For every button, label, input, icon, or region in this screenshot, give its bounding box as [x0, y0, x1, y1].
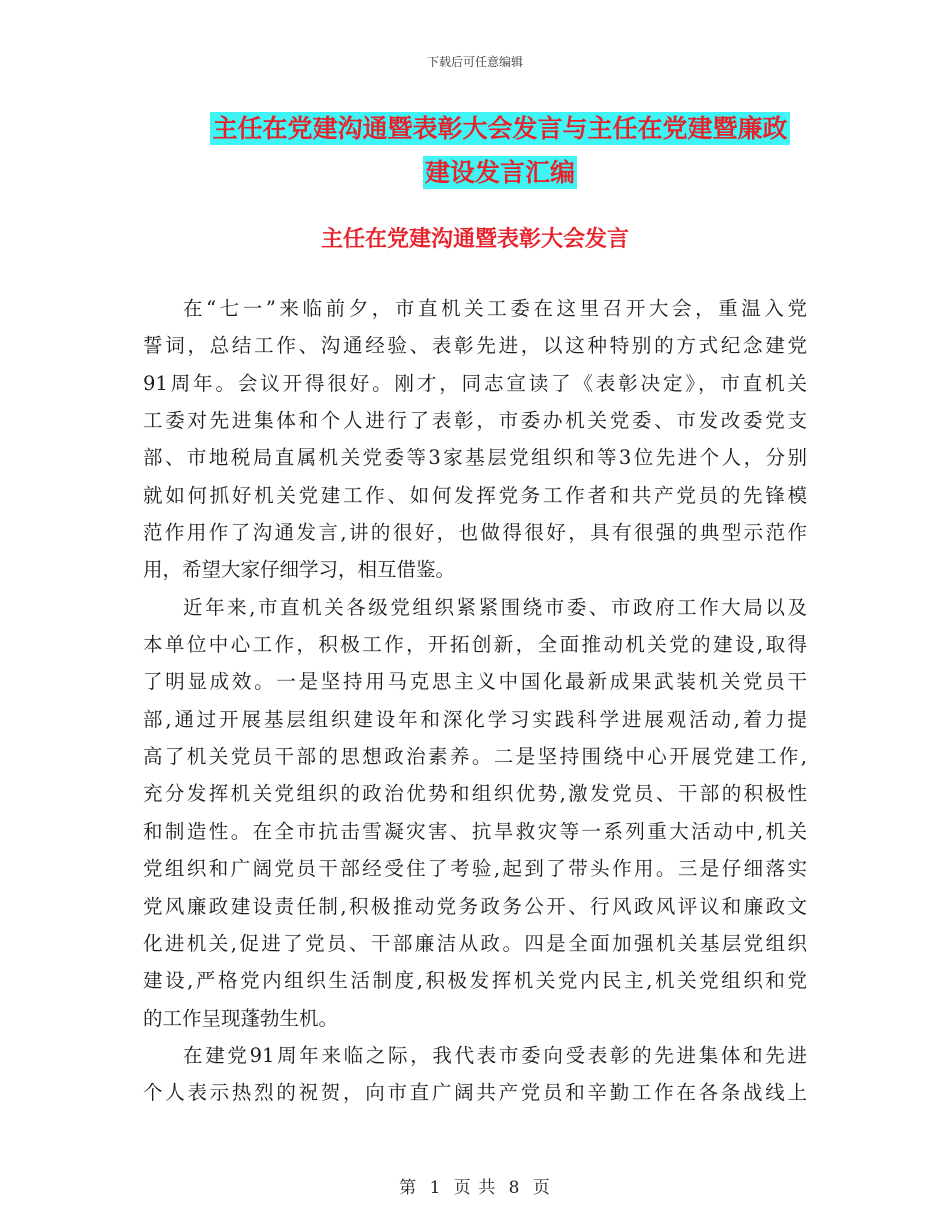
footer-prefix: 第	[399, 1178, 418, 1198]
text-line: 部、市地税局直属机关党委等3家基层党组织和等3位先进个人，分别	[143, 446, 807, 470]
text-line: 党组织和广阔党员干部经受住了考验,起到了带头作用。三是仔细落实	[143, 857, 807, 881]
header-note: 下载后可任意编辑	[426, 55, 523, 69]
text-line: 高了机关党员干部的思想政治素养。二是坚持围绕中心开展党建工作,	[143, 745, 807, 769]
text-line: 近年来,市直机关各级党组织紧紧围绕市委、市政府工作大局以及	[183, 595, 807, 619]
text-line: 党风廉政建设责任制,积极推动党务政务公开、行风政风评议和廉政文	[143, 894, 807, 918]
text-line: 工委对先进集体和个人进行了表彰，市委办机关党委、市发改委党支	[143, 409, 807, 433]
current-page-number: 1	[429, 1178, 442, 1198]
footer-suffix: 页	[532, 1178, 551, 1198]
text-line: 就如何抓好机关党建工作、如何发挥党务工作者和共产党员的先锋模	[143, 483, 807, 507]
text-line: 和制造性。在全市抗击雪凝灾害、抗旱救灾等一系列重大活动中,机关	[143, 819, 807, 843]
section-title: 主任在党建沟通暨表彰大会发言	[320, 226, 629, 252]
main-title-text-1: 主任在党建沟通暨表彰大会发言与主任在党建暨廉政	[212, 114, 788, 143]
text-line: 部,通过开展基层组织建设年和深化学习实践科学进展观活动,着力提	[143, 707, 807, 731]
text-line: 了明显成效。一是坚持用马克思主义中国化最新成果武装机关党员干	[143, 670, 807, 694]
text-line: 本单位中心工作，积极工作，开拓创新，全面推动机关党的建设,取得	[143, 633, 807, 657]
text-line: 的工作呈现蓬勃生机。	[143, 1006, 339, 1030]
total-page-count: 8	[508, 1178, 521, 1198]
main-title-line-2	[140, 157, 860, 189]
text-line: 化进机关,促进了党员、干部廉洁从政。四是全面加强机关基层党组织	[143, 931, 807, 955]
page-footer	[0, 1173, 950, 1198]
text-line: 在“七一”来临前夕，市直机关工委在这里召开大会，重温入党	[183, 297, 807, 320]
text-line: 在建党91周年来临之际，我代表市委向受表彰的先进集体和先进	[183, 1043, 807, 1067]
main-title-line-1	[140, 113, 860, 145]
main-title-text-2: 建设发言汇编	[424, 158, 575, 187]
text-line: 范作用作了沟通发言,讲的很好，也做得很好，具有很强的典型示范作	[143, 521, 807, 545]
text-line: 誓词，总结工作、沟通经验、表彰先进，以这种特别的方式纪念建党	[143, 334, 807, 358]
text-line: 91周年。会议开得很好。刚才，同志宣读了《表彰决定》，市直机关	[143, 371, 807, 395]
text-line: 建设,严格党内组织生活制度,积极发挥机关党内民主,机关党组织和党	[143, 969, 807, 993]
body-text	[143, 290, 807, 1112]
text-line: 用，希望大家仔细学习，相互借鉴。	[143, 558, 456, 582]
text-line: 个人表示热烈的祝贺，向市直广阔共产党员和辛勤工作在各条战线上	[143, 1081, 807, 1105]
text-line: 充分发挥机关党组织的政治优势和组织优势,激发党员、干部的积极性	[143, 782, 807, 806]
footer-middle: 页 共	[453, 1178, 497, 1198]
